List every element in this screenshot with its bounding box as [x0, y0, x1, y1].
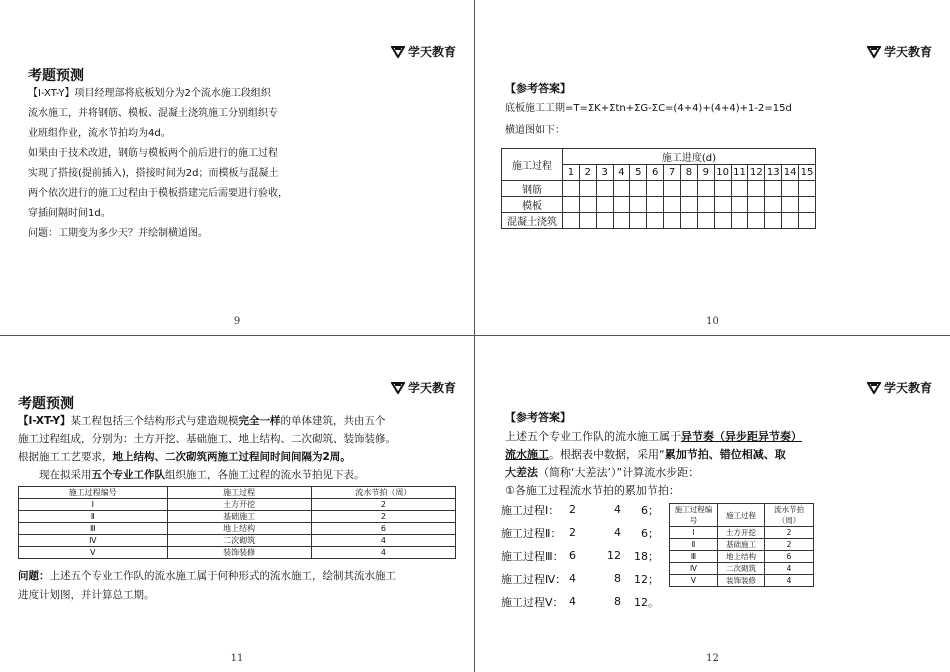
- day-header: 6: [647, 165, 664, 181]
- text-line: 【Ⅰ-XT-Y】项目经理部将底板划分为2个流水施工段组织: [28, 88, 271, 99]
- table-cell: 2: [311, 511, 455, 523]
- table-row: [19, 547, 456, 559]
- table-cell: Ⅱ: [19, 511, 168, 523]
- text-line: 两个依次进行的施工过程由于模板搭建完后需要进行验收，: [28, 188, 288, 199]
- table-cell: [714, 213, 731, 229]
- table-cell: 基础施工: [167, 511, 311, 523]
- text-line: 流水施工，并将钢筋、模板、混凝土浇筑施工分别组织专: [28, 108, 278, 119]
- table-cell: 4: [311, 547, 455, 559]
- day-header: 2: [579, 165, 596, 181]
- table-cell: [579, 197, 596, 213]
- row-label: 模板: [502, 197, 563, 213]
- table-cell: [731, 197, 748, 213]
- table-cell: 二次砌筑: [718, 563, 765, 575]
- table-cell: [630, 213, 647, 229]
- column-header: 施工过程: [718, 504, 765, 527]
- page-number: 11: [230, 653, 244, 664]
- table-row: [19, 511, 456, 523]
- table-row: [19, 523, 456, 535]
- table-cell: 装饰装修: [718, 575, 765, 587]
- page-number: 10: [706, 316, 719, 327]
- list-item: 施工过程Ⅳ： 4 8 12；: [501, 572, 659, 586]
- flow-beat-table: [18, 486, 456, 559]
- table-row: [670, 563, 814, 575]
- table-cell: 地上结构: [167, 523, 311, 535]
- day-header: 7: [664, 165, 681, 181]
- list-item: 施工过程Ⅱ： 2 4 6；: [501, 526, 659, 540]
- brand-logo: [391, 43, 456, 60]
- table-cell: [782, 213, 799, 229]
- question-text: [18, 412, 463, 484]
- table-row: [670, 551, 814, 563]
- text-line: 上述五个专业工作队的流水施工属于异节奏（异步距异节奏）: [505, 430, 802, 443]
- answer-heading: 【参考答案】: [505, 82, 571, 95]
- column-header: 施工过程: [167, 487, 311, 499]
- table-row: [670, 539, 814, 551]
- table-cell: [714, 197, 731, 213]
- day-header: 5: [630, 165, 647, 181]
- day-header: 12: [748, 165, 765, 181]
- slide-page-10: [475, 0, 950, 336]
- text-line: 实现了搭接(提前插入)，搭接时间为2d；而模板与混凝土: [28, 168, 279, 179]
- table-cell: 2: [765, 527, 814, 539]
- table-cell: [697, 181, 714, 197]
- text-line: 穿插间隔时间1d。: [28, 208, 111, 219]
- table-cell: [782, 197, 799, 213]
- table-cell: [748, 181, 765, 197]
- text-line: 根据施工工艺要求，地上结构、二次砌筑两施工过程间时间间隔为2周。: [18, 451, 351, 463]
- text-line: 大差法（简称‘大差法’）”计算流水步距：: [505, 466, 700, 479]
- day-header: 14: [782, 165, 799, 181]
- table-cell: [647, 181, 664, 197]
- table-cell: 2: [311, 499, 455, 511]
- day-header: 4: [613, 165, 630, 181]
- table-cell: 4: [765, 563, 814, 575]
- text-line: 现在拟采用五个专业工作队组织施工，各施工过程的流水节拍见下表。: [39, 469, 365, 481]
- brand-name: 学天教育: [407, 381, 456, 395]
- table-cell: [697, 213, 714, 229]
- table-cell: [613, 197, 630, 213]
- table-cell: [630, 197, 647, 213]
- table-cell: [664, 197, 681, 213]
- duration-formula: 底板施工工期=T=ΣK+Σtn+ΣG-ΣC=(4+4)+(4+4)+1-2=15d: [505, 103, 792, 114]
- brand-name: 学天教育: [883, 381, 932, 395]
- table-cell: [562, 181, 579, 197]
- list-item: 施工过程Ⅴ： 4 8 12。: [501, 595, 659, 609]
- table-cell: [799, 181, 816, 197]
- question-prompt: [18, 567, 463, 605]
- table-cell: [596, 213, 613, 229]
- table-cell: [765, 181, 782, 197]
- day-header: 8: [681, 165, 698, 181]
- table-cell: [562, 197, 579, 213]
- day-header: 1: [562, 165, 579, 181]
- table-cell: [731, 213, 748, 229]
- table-cell: Ⅳ: [19, 535, 168, 547]
- text-line: 问题：上述五个专业工作队的流水施工属于何种形式的流水施工，绘制其流水施工: [18, 570, 396, 582]
- day-header: 11: [731, 165, 748, 181]
- table-cell: [613, 213, 630, 229]
- gantt-schedule-table: [501, 148, 816, 229]
- brand-logo: [391, 379, 456, 396]
- table-cell: Ⅴ: [19, 547, 168, 559]
- text-line: 业班组作业，流水节拍均为4d。: [28, 128, 171, 139]
- table-cell: 2: [765, 539, 814, 551]
- row-label: 钢筋: [502, 181, 563, 197]
- table-cell: Ⅳ: [670, 563, 718, 575]
- column-header: 流水节拍（周）: [311, 487, 455, 499]
- column-header: 施工过程编号: [670, 504, 718, 527]
- process-column-header: 施工过程: [502, 149, 563, 181]
- brand-mark-icon: [391, 382, 405, 394]
- text-line: 如果由于技术改进，钢筋与模板两个前后进行的施工过程: [28, 148, 278, 159]
- table-cell: 地上结构: [718, 551, 765, 563]
- page-number: 12: [706, 653, 719, 664]
- brand-name: 学天教育: [883, 45, 932, 59]
- table-cell: [748, 197, 765, 213]
- text-line: 【Ⅰ-XT-Y】某工程包括三个结构形式与建造规模完全一样的单体建筑，共由五个: [18, 415, 386, 427]
- table-cell: 土方开挖: [718, 527, 765, 539]
- table-cell: Ⅴ: [670, 575, 718, 587]
- table-cell: [596, 181, 613, 197]
- answer-text: [505, 428, 925, 500]
- table-cell: Ⅲ: [19, 523, 168, 535]
- text-line: 流水施工。根据表中数据，采用“累加节拍、错位相减、取: [505, 448, 786, 461]
- list-item: 施工过程Ⅰ： 2 4 6；: [501, 503, 659, 517]
- row-label: 混凝土浇筑: [502, 213, 563, 229]
- table-cell: [664, 213, 681, 229]
- day-header: 3: [596, 165, 613, 181]
- table-cell: Ⅱ: [670, 539, 718, 551]
- table-cell: [748, 213, 765, 229]
- table-cell: 6: [311, 523, 455, 535]
- table-cell: [647, 213, 664, 229]
- list-item: 施工过程Ⅲ： 6 12 18；: [501, 549, 659, 563]
- text-line: 问题：工期变为多少天？并绘制横道图。: [28, 228, 208, 239]
- day-header: 13: [765, 165, 782, 181]
- table-cell: 4: [311, 535, 455, 547]
- table-cell: [765, 213, 782, 229]
- slide-page-12: [475, 336, 950, 672]
- table-cell: [647, 197, 664, 213]
- table-cell: [579, 213, 596, 229]
- table-cell: Ⅲ: [670, 551, 718, 563]
- text-line: ①各施工过程流水节拍的累加节拍：: [505, 484, 680, 497]
- column-header: 施工过程编号: [19, 487, 168, 499]
- progress-header: 施工进度(d): [562, 149, 815, 165]
- table-cell: [714, 181, 731, 197]
- table-cell: [630, 181, 647, 197]
- table-cell: 土方开挖: [167, 499, 311, 511]
- table-cell: [681, 181, 698, 197]
- flow-beat-table-small: [669, 503, 814, 587]
- table-cell: [731, 181, 748, 197]
- day-header: 10: [714, 165, 731, 181]
- day-header: 9: [697, 165, 714, 181]
- table-cell: 二次砌筑: [167, 535, 311, 547]
- table-row: [19, 499, 456, 511]
- day-header: 15: [799, 165, 816, 181]
- table-cell: [799, 197, 816, 213]
- brand-mark-icon: [867, 382, 881, 394]
- slide-page-11: [0, 336, 475, 672]
- column-header: 流水节拍（周）: [765, 504, 814, 527]
- table-cell: [562, 213, 579, 229]
- table-cell: [681, 197, 698, 213]
- table-cell: [765, 197, 782, 213]
- brand-mark-icon: [391, 46, 405, 58]
- answer-heading: 【参考答案】: [505, 411, 571, 424]
- table-cell: Ⅰ: [670, 527, 718, 539]
- brand-logo: [867, 43, 932, 60]
- table-cell: 基础施工: [718, 539, 765, 551]
- cumulative-beats-list: [501, 498, 659, 613]
- page-heading: 考题预测: [28, 68, 84, 84]
- table-cell: [596, 197, 613, 213]
- table-cell: 4: [765, 575, 814, 587]
- table-row: [670, 527, 814, 539]
- text-line: 进度计划图，并计算总工期。: [18, 589, 155, 601]
- bar-chart-caption: 横道图如下：: [505, 125, 565, 136]
- table-cell: 6: [765, 551, 814, 563]
- table-cell: [613, 181, 630, 197]
- table-cell: [664, 181, 681, 197]
- table-row: [670, 575, 814, 587]
- question-text: [28, 84, 288, 244]
- table-cell: Ⅰ: [19, 499, 168, 511]
- page-number: 9: [233, 316, 241, 327]
- table-cell: 装饰装修: [167, 547, 311, 559]
- page-heading: 考题预测: [18, 396, 74, 412]
- table-cell: [697, 197, 714, 213]
- table-cell: [681, 213, 698, 229]
- slide-page-9: [0, 0, 475, 336]
- table-row: [19, 535, 456, 547]
- brand-mark-icon: [867, 46, 881, 58]
- table-cell: [799, 213, 816, 229]
- brand-logo: [867, 379, 932, 396]
- text-line: 施工过程组成，分别为：土方开挖、基础施工、地上结构、二次砌筑、装饰装修。: [18, 433, 396, 445]
- table-cell: [782, 181, 799, 197]
- table-cell: [579, 181, 596, 197]
- brand-name: 学天教育: [407, 45, 456, 59]
